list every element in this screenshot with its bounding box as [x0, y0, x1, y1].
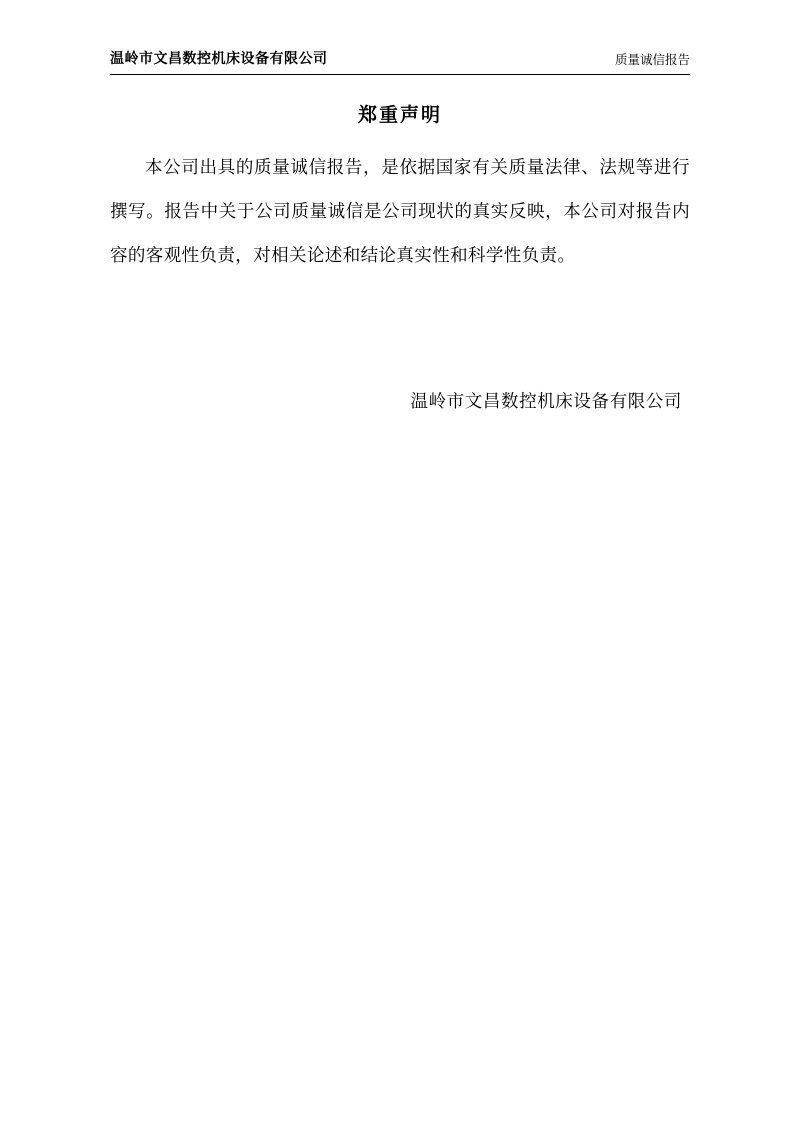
page-header — [110, 48, 690, 75]
header-report-label: 质量诚信报告 — [614, 53, 690, 67]
header-company-name: 温岭市文昌数控机床设备有限公司 — [110, 51, 328, 67]
page-title: 郑重声明 — [357, 104, 442, 126]
signature-company-name: 温岭市文昌数控机床设备有限公司 — [410, 391, 682, 411]
statement-paragraph: 本公司出具的质量诚信报告，是依据国家有关质量法律、法规等进行撰写。报告中关于公司质量诚信是公司现状的真实反映，本公司对报告内容的客观性负责，对相关论述和结论真实性和科学性负责。 — [110, 157, 690, 265]
